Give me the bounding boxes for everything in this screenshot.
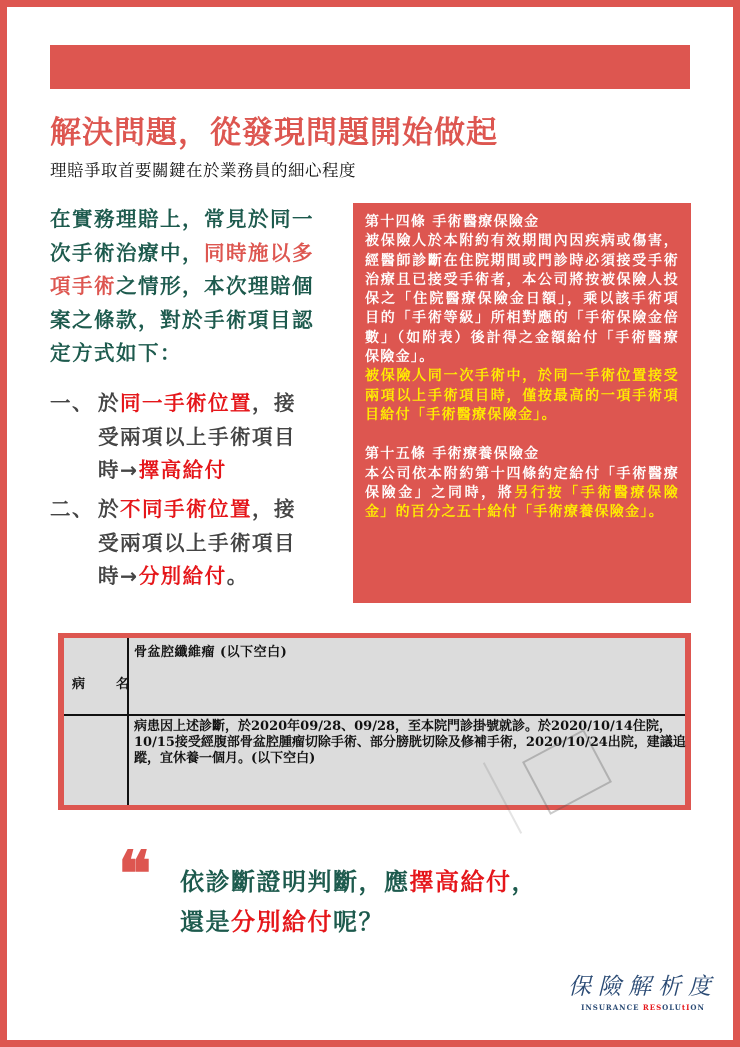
spacer [365, 425, 679, 445]
question-highlight: 擇高給付 [409, 868, 512, 896]
header-banner [50, 45, 690, 89]
point-text: ，接 [252, 391, 296, 415]
rule-point-1 [50, 387, 330, 488]
point-text: 時→ [98, 458, 139, 482]
point-result: 分別給付 [138, 564, 227, 588]
clause-14-body: 被保險人於本附約有效期間內因疾病或傷害，經醫師診斷在住院期間或門診時必須接受手術治療且已接受手術者，本公司將按被保險人投保之「住院醫療保險金日額」，乘以該手術項目的「手術等級」所相對應的「手術保險金倍數」（如附表）後計得之金額給付「手術醫療保險金」。 [365, 233, 679, 366]
point-text: 於 [98, 497, 120, 521]
clause-15-body: 本公司依本附約第十四條約定給付「手術醫療保險金」之同時，將 [365, 465, 679, 501]
point-highlight: 同一手術位置 [120, 391, 252, 415]
clause-14-title: 第十四條 手術醫療保險金 [365, 214, 540, 230]
page-title: 解決問題，從發現問題開始做起 [50, 115, 498, 151]
point-highlight: 不同手術位置 [120, 497, 252, 521]
logo-text: tI [681, 1003, 691, 1012]
logo-text: INSURANCE [581, 1003, 643, 1012]
diagnosis-text: 骨盆腔纖維瘤 (以下空白) [134, 645, 288, 660]
diagnosis-certificate-image [58, 633, 691, 810]
policy-clause-box [353, 203, 691, 603]
table-divider [127, 638, 129, 805]
disease-label: 名 [116, 677, 130, 692]
logo-chinese: 保險解析度 [568, 974, 718, 1000]
point-text: 受兩項以上手術項目 [98, 424, 296, 449]
point-number: 一、 [50, 391, 94, 415]
intro-text: 之情形，本次理賠個案之條款，對於手術項目認定方式如下： [50, 274, 314, 365]
clause-14-highlight: 被保險人同一次手術中，於同一手術位置接受兩項以上手術項目時，僅按最高的一項手術項目給付「手術醫療保險金」。 [365, 368, 679, 423]
question-text: 還是 [180, 908, 231, 936]
point-text: 受兩項以上手術項目 [98, 530, 296, 555]
point-number: 二、 [50, 497, 94, 521]
clause-15-highlight: 另行按「手術醫療保險金」的百分之五十給付「手術療養保險金」。 [365, 484, 680, 521]
intro-highlight: 同時施以多項手術 [50, 240, 314, 298]
intro-text: 在實務理賠上，常見於同一次手術治療中， [50, 207, 314, 265]
disease-label: 病 [72, 677, 86, 692]
question-text: ， [511, 868, 537, 896]
question-highlight: 分別給付 [231, 908, 333, 936]
rule-point-2 [50, 493, 330, 594]
closing-question [180, 862, 537, 942]
point-text: 於 [98, 391, 120, 415]
point-result: 擇高給付 [138, 458, 227, 482]
intro-paragraph [50, 203, 320, 371]
clause-15-title: 第十五條 手術療養保險金 [365, 446, 540, 463]
brand-logo [568, 968, 718, 1012]
clause-15-text [365, 465, 679, 523]
question-text: 呢？ [333, 908, 384, 936]
logo-text: ON [690, 1003, 705, 1012]
question-text: 依診斷證明判斷，應 [180, 868, 410, 896]
treatment-description: 病患因上述診斷，於2020年09/28、09/28，至本院門診掛號就診。於2020/10/14住院，10/15接受經腹部骨盆腔腫瘤切除手術、部分膀胱切除及修補手術，2020/10/24出院，建議追蹤，宜休養一個月。(以下空白) [134, 719, 686, 766]
logo-text: OLU [662, 1003, 682, 1012]
logo-text: RES [642, 1003, 663, 1012]
page-subtitle: 理賠爭取首要關鍵在於業務員的細心程度 [50, 161, 356, 180]
certificate-scan [64, 638, 685, 805]
point-text: ，接 [252, 497, 296, 521]
point-text: 時→ [98, 564, 139, 588]
point-text: 。 [226, 564, 249, 588]
logo-english [568, 1003, 718, 1012]
quote-icon: ❝ [118, 837, 152, 910]
